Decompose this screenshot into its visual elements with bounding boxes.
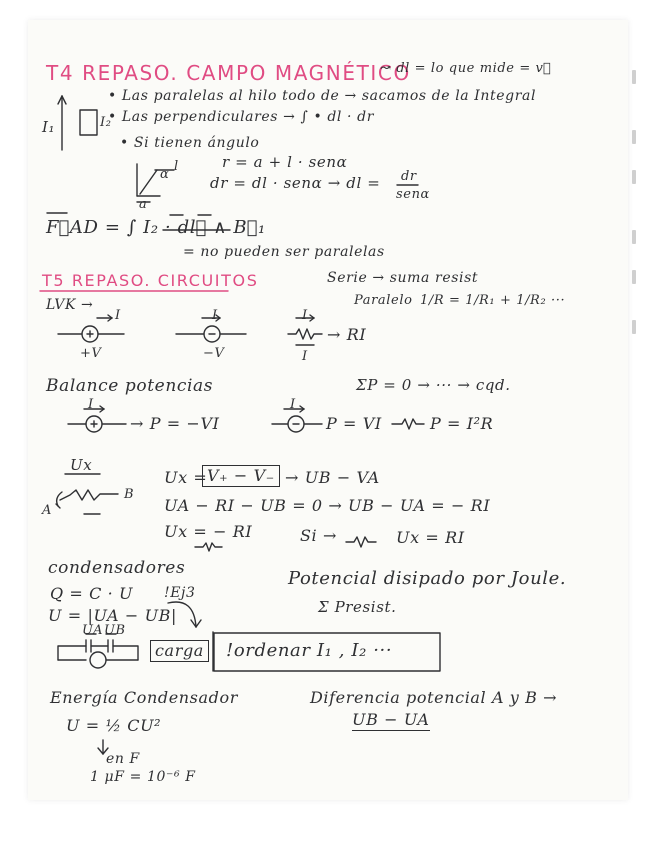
capacitor-circuit [58, 634, 138, 668]
dr-equation: dr = dl · senα → dl = [210, 174, 381, 192]
balance-heading: Balance potencias [46, 376, 214, 396]
sum-presist: Σ Presist. [318, 598, 397, 616]
lvk-label: LVK → [46, 297, 94, 313]
ux-small-resistor [195, 543, 222, 551]
node-a: A [42, 503, 52, 518]
ej3-note: !Ej3 [164, 585, 196, 601]
balance-source-2 [272, 406, 322, 432]
voltage-source-minus [176, 315, 246, 342]
condensadores-heading: condensadores [48, 558, 186, 578]
units-en-f: en F [106, 751, 140, 767]
current-i-1: I [115, 308, 121, 323]
diferencia-heading: Diferencia potencial A y B → [310, 688, 558, 707]
distance-label: a [139, 197, 148, 212]
ux-label: Ux [70, 456, 93, 474]
t4-title: T4 REPASO. CAMPO MAGNÉTICO [46, 61, 411, 85]
current-i-6: I [290, 397, 296, 412]
ua-equation: UA − RI − UB = 0 → UB − UA = − RI [164, 496, 491, 515]
joule-note: Potencial disipado por Joule. [288, 568, 567, 589]
power-resistor: P = I²R [430, 414, 494, 433]
u-equation: U = |UA − UB| [48, 606, 178, 625]
si-label: Si → [300, 526, 337, 545]
current-i-3: I [302, 308, 308, 323]
ux-boxed: V₊ − V₋ [202, 465, 280, 487]
length-label: l [174, 159, 179, 174]
paralelo-formula: 1/R = 1/R₁ + 1/R₂ ··· [420, 293, 566, 308]
frac-numerator: dr [401, 169, 417, 184]
power-pos: P = VI [326, 414, 382, 433]
si-resistor [346, 537, 376, 547]
sum-p-zero: ΣP = 0 → ··· → cqd. [356, 376, 511, 394]
angle-alpha: α [160, 167, 170, 182]
ub-small: UB [104, 623, 126, 638]
current-i-2: I [212, 308, 218, 323]
current-i-5: I [88, 397, 94, 412]
ux-ri: Ux = RI [396, 528, 465, 547]
t4-bullet-perpendicular: • Las perpendiculares → ∫ • dl · dr [108, 109, 374, 125]
ux-neg-ri: Ux = − RI [164, 522, 253, 541]
ux-eq-post: → UB − VA [285, 468, 380, 487]
ua-small: UA [82, 623, 104, 638]
q-equation: Q = C · U [50, 584, 134, 603]
power-neg: → P = −VI [130, 414, 220, 433]
ux-eq-pre: Ux = [164, 468, 208, 487]
wire-loop-diagram [58, 96, 97, 150]
microfarad-conversion: 1 μF = 10⁻⁶ F [90, 769, 196, 785]
node-b: B [124, 487, 135, 502]
current-label-i2: I₂ [100, 115, 112, 130]
t4-bullet-parallel: • Las paralelas al hilo todo de → sacamos de la Integral [108, 88, 537, 104]
ri-result: → RI [327, 325, 367, 344]
plus-v: +V [80, 346, 102, 361]
current-i-4: I [302, 349, 308, 364]
r-equation: r = a + l · senα [222, 153, 348, 171]
ub-ua: UB − UA [352, 710, 430, 729]
no-parallel-note: = no pueden ser paralelas [183, 244, 385, 260]
balance-source-1 [68, 406, 126, 432]
balance-resistor [392, 419, 424, 429]
paralelo-label: Paralelo [354, 293, 413, 308]
energia-heading: Energía Condensador [50, 688, 238, 707]
t4-bullet-angle: • Si tienen ángulo [120, 135, 260, 151]
carga-box: carga [150, 640, 209, 662]
current-label-i1: I₁ [42, 118, 56, 136]
serie-note: Serie → suma resist [327, 270, 479, 286]
dl-note: ↝ dl = lo que mide = v⃗ [380, 61, 552, 76]
frac-denominator: senα [396, 187, 430, 202]
ux-resistor [56, 474, 118, 514]
energy-formula: U = ½ CU² [66, 716, 162, 735]
minus-v: −V [203, 346, 225, 361]
force-integral: F⃗AD = ∫ I₂ · dl⃗ ∧ B⃗₁ [46, 217, 266, 238]
t5-title: T5 REPASO. CIRCUITOS [42, 271, 259, 290]
ordenar-note: !ordenar I₁ , I₂ ··· [226, 640, 393, 661]
